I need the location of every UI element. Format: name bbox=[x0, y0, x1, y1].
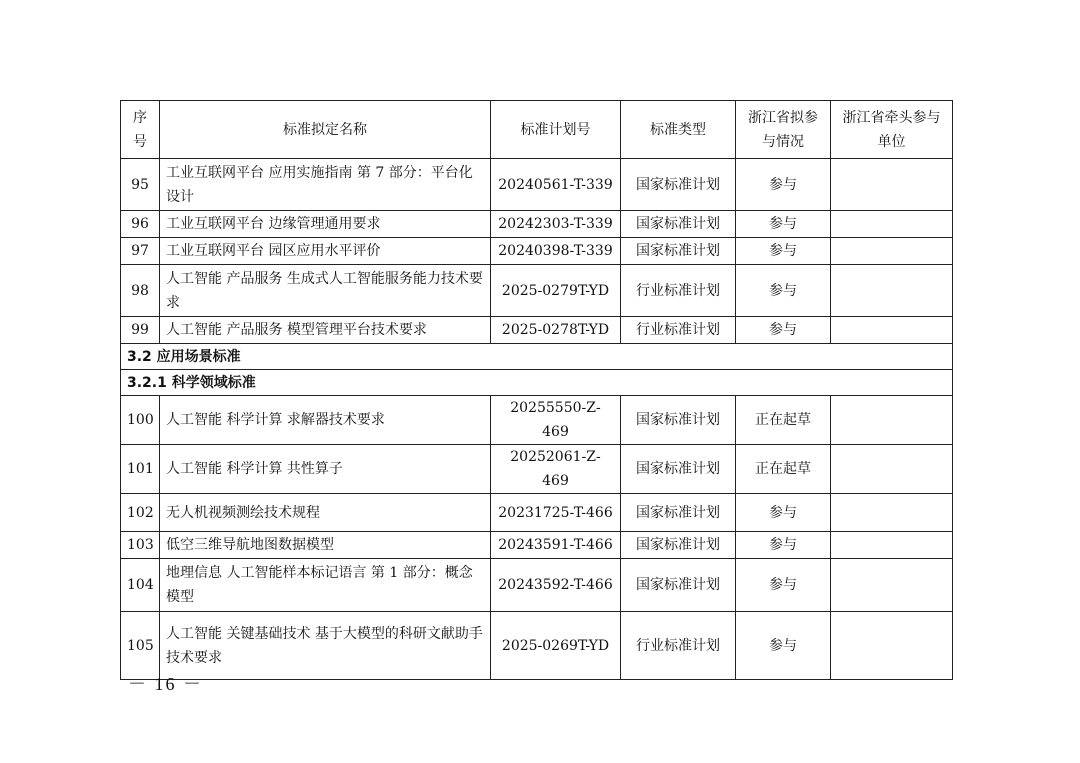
cell-seq: 101 bbox=[121, 445, 160, 494]
cell-participation: 参与 bbox=[736, 532, 831, 559]
cell-lead-unit bbox=[831, 211, 953, 238]
cell-seq: 99 bbox=[121, 317, 160, 344]
table-row bbox=[121, 494, 953, 532]
cell-lead-unit bbox=[831, 612, 953, 680]
cell-type: 行业标准计划 bbox=[621, 265, 736, 317]
table-row bbox=[121, 211, 953, 238]
cell-participation: 参与 bbox=[736, 265, 831, 317]
cell-participation: 参与 bbox=[736, 559, 831, 612]
cell-name: 无人机视频测绘技术规程 bbox=[160, 494, 491, 532]
table-row bbox=[121, 238, 953, 265]
cell-participation: 正在起草 bbox=[736, 396, 831, 445]
cell-type: 国家标准计划 bbox=[621, 396, 736, 445]
cell-participation: 参与 bbox=[736, 159, 831, 211]
cell-type: 国家标准计划 bbox=[621, 159, 736, 211]
cell-type: 国家标准计划 bbox=[621, 211, 736, 238]
cell-name: 低空三维导航地图数据模型 bbox=[160, 532, 491, 559]
cell-plan-no: 2025-0269T-YD bbox=[491, 612, 621, 680]
cell-plan-no: 20243592-T-466 bbox=[491, 559, 621, 612]
standards-table bbox=[120, 100, 953, 680]
cell-participation: 参与 bbox=[736, 211, 831, 238]
cell-plan-no: 20240561-T-339 bbox=[491, 159, 621, 211]
cell-lead-unit bbox=[831, 532, 953, 559]
cell-seq: 95 bbox=[121, 159, 160, 211]
cell-plan-no: 2025-0278T-YD bbox=[491, 317, 621, 344]
cell-seq: 103 bbox=[121, 532, 160, 559]
cell-type: 国家标准计划 bbox=[621, 445, 736, 494]
table-row bbox=[121, 396, 953, 445]
table-row bbox=[121, 159, 953, 211]
cell-name: 人工智能 科学计算 共性算子 bbox=[160, 445, 491, 494]
table-row bbox=[121, 317, 953, 344]
page-number: － 16 － bbox=[128, 674, 203, 694]
cell-seq: 96 bbox=[121, 211, 160, 238]
header-seq: 序号 bbox=[121, 101, 160, 159]
cell-type: 国家标准计划 bbox=[621, 494, 736, 532]
table-row bbox=[121, 532, 953, 559]
cell-participation: 正在起草 bbox=[736, 445, 831, 494]
cell-lead-unit bbox=[831, 159, 953, 211]
cell-type: 国家标准计划 bbox=[621, 532, 736, 559]
cell-seq: 102 bbox=[121, 494, 160, 532]
header-type: 标准类型 bbox=[621, 101, 736, 159]
cell-name: 工业互联网平台 边缘管理通用要求 bbox=[160, 211, 491, 238]
cell-name: 工业互联网平台 园区应用水平评价 bbox=[160, 238, 491, 265]
table-row bbox=[121, 612, 953, 680]
cell-name: 工业互联网平台 应用实施指南 第 7 部分：平台化设计 bbox=[160, 159, 491, 211]
cell-name: 人工智能 关键基础技术 基于大模型的科研文献助手技术要求 bbox=[160, 612, 491, 680]
section-header-row bbox=[121, 370, 953, 396]
table-row bbox=[121, 559, 953, 612]
cell-plan-no: 20231725-T-466 bbox=[491, 494, 621, 532]
header-name: 标准拟定名称 bbox=[160, 101, 491, 159]
cell-lead-unit bbox=[831, 396, 953, 445]
cell-participation: 参与 bbox=[736, 494, 831, 532]
cell-lead-unit bbox=[831, 494, 953, 532]
header-plan-no: 标准计划号 bbox=[491, 101, 621, 159]
cell-plan-no: 20255550-Z-469 bbox=[491, 396, 621, 445]
cell-name: 人工智能 科学计算 求解器技术要求 bbox=[160, 396, 491, 445]
table-row bbox=[121, 265, 953, 317]
cell-plan-no: 20252061-Z-469 bbox=[491, 445, 621, 494]
cell-lead-unit bbox=[831, 238, 953, 265]
cell-name: 人工智能 产品服务 模型管理平台技术要求 bbox=[160, 317, 491, 344]
cell-participation: 参与 bbox=[736, 317, 831, 344]
cell-participation: 参与 bbox=[736, 612, 831, 680]
cell-seq: 100 bbox=[121, 396, 160, 445]
cell-lead-unit bbox=[831, 317, 953, 344]
cell-seq: 98 bbox=[121, 265, 160, 317]
cell-seq: 105 bbox=[121, 612, 160, 680]
cell-seq: 97 bbox=[121, 238, 160, 265]
cell-plan-no: 2025-0279T-YD bbox=[491, 265, 621, 317]
section-label: 3.2 应用场景标准 bbox=[121, 344, 953, 370]
cell-lead-unit bbox=[831, 445, 953, 494]
section-header-row bbox=[121, 344, 953, 370]
cell-lead-unit bbox=[831, 559, 953, 612]
cell-type: 行业标准计划 bbox=[621, 612, 736, 680]
cell-type: 国家标准计划 bbox=[621, 238, 736, 265]
cell-lead-unit bbox=[831, 265, 953, 317]
cell-plan-no: 20243591-T-466 bbox=[491, 532, 621, 559]
cell-name: 人工智能 产品服务 生成式人工智能服务能力技术要求 bbox=[160, 265, 491, 317]
cell-name: 地理信息 人工智能样本标记语言 第 1 部分：概念模型 bbox=[160, 559, 491, 612]
section-label: 3.2.1 科学领域标准 bbox=[121, 370, 953, 396]
cell-type: 行业标准计划 bbox=[621, 317, 736, 344]
cell-plan-no: 20242303-T-339 bbox=[491, 211, 621, 238]
cell-participation: 参与 bbox=[736, 238, 831, 265]
table-header-row bbox=[121, 101, 953, 159]
cell-type: 国家标准计划 bbox=[621, 559, 736, 612]
header-zj-participation: 浙江省拟参与情况 bbox=[736, 101, 831, 159]
table-body bbox=[121, 159, 953, 680]
cell-plan-no: 20240398-T-339 bbox=[491, 238, 621, 265]
header-zj-lead-unit: 浙江省牵头参与单位 bbox=[831, 101, 953, 159]
table-row bbox=[121, 445, 953, 494]
cell-seq: 104 bbox=[121, 559, 160, 612]
